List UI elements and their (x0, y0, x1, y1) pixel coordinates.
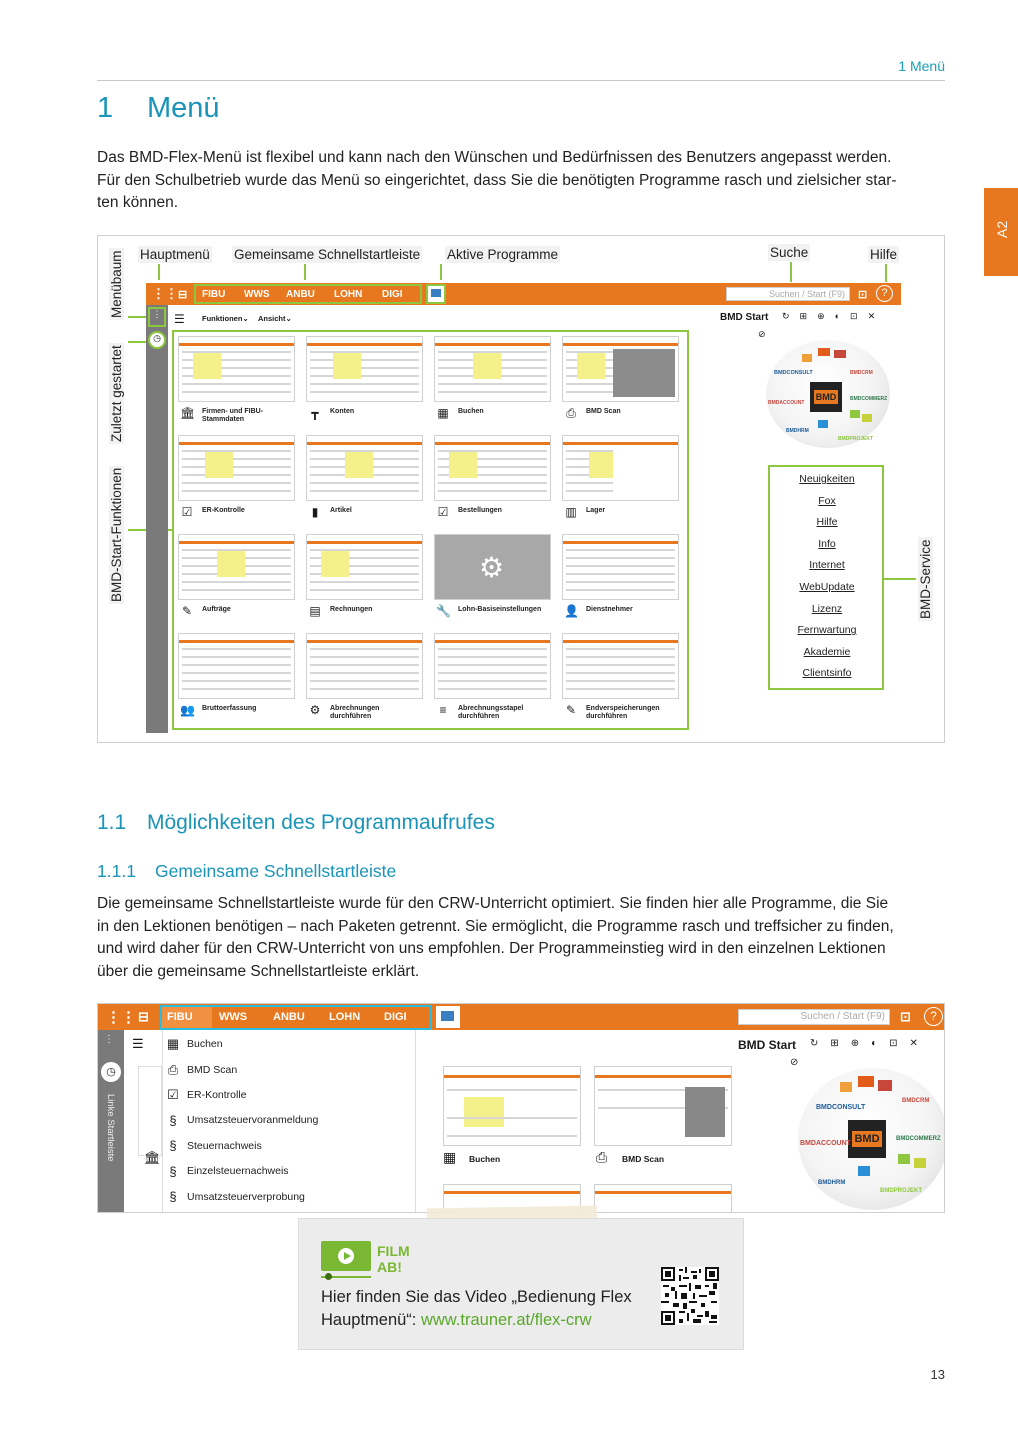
window-icon[interactable]: ⊡ (900, 1009, 911, 1024)
sphere-label-crm: BMDCRM (850, 370, 873, 376)
tab-lohn[interactable]: LOHN (334, 288, 363, 300)
tile-label[interactable]: Bruttoerfassung (202, 705, 257, 712)
tile-label[interactable]: Bestellungen (458, 507, 502, 514)
film-text (321, 1286, 651, 1332)
sphere-tile (802, 354, 812, 362)
expand-icon[interactable]: ⊘ (758, 329, 766, 339)
shelf-icon: ▥ (565, 505, 577, 519)
sphere-label-account: BMDACCOUNT (768, 400, 805, 406)
paragraph-icon: § (169, 1112, 177, 1128)
section-title: Möglichkeiten des Programmaufrufes (147, 811, 495, 834)
help-icon[interactable]: ? (876, 285, 893, 302)
scanner-icon: ⎙ (566, 406, 576, 420)
body-line: und wird daher für den CRW-Unterricht von uns empfohlen. Der Programmeinstieg wird in den einzelnen Lektionen (97, 940, 886, 957)
running-header: 1 Menü (97, 58, 945, 81)
callout-arrow (884, 578, 916, 580)
service-link[interactable]: Info (818, 537, 836, 550)
tile-label[interactable]: Endverspeicherungen durchführen (586, 705, 660, 720)
dropdown-item-label: Buchen (187, 1038, 223, 1050)
film-progress-dot (325, 1273, 332, 1280)
tile-label: Buchen (469, 1154, 501, 1164)
bmd-start-window-controls[interactable]: ↻⊞⊕◐⊡✕ (810, 1038, 930, 1049)
program-thumbnail[interactable] (178, 336, 295, 402)
film-link[interactable]: www.trauner.at/flex-crw (420, 1311, 592, 1329)
tile-label[interactable]: Konten (330, 408, 355, 415)
tab-fibu[interactable]: FIBU (202, 288, 226, 300)
callout-zuletzt: Zuletzt gestartet (109, 345, 124, 442)
dropdown-item[interactable] (163, 1113, 318, 1128)
employee-icon: 👤 (564, 604, 579, 618)
sphere-tile (898, 1154, 910, 1164)
chapter-side-tab (984, 188, 1018, 276)
sphere-label-hrm: BMDHRM (786, 428, 809, 434)
save-icon: ✎ (565, 703, 577, 717)
callout-hilfe: Hilfe (870, 247, 898, 262)
callout-bmd-service: BMD-Service (918, 539, 933, 619)
sphere-label-commerz: BMDCOMMERZ (896, 1136, 941, 1142)
play-icon[interactable] (321, 1241, 371, 1271)
recent-clock-icon[interactable]: ◷ (148, 331, 166, 349)
program-thumbnail[interactable] (434, 336, 551, 402)
search-input[interactable]: Suchen / Start (F9) (738, 1009, 890, 1025)
menu-tree-button[interactable]: ⋮ (148, 307, 166, 327)
bmd-sphere-graphic (798, 1068, 945, 1210)
program-thumbnail[interactable] (434, 633, 551, 699)
tab-anbu[interactable]: ANBU (273, 1011, 305, 1023)
tile-label[interactable]: Aufträge (202, 606, 231, 613)
callout-suche: Suche (770, 245, 809, 260)
film-heading-line: AB! (377, 1259, 402, 1275)
left-start-bar (98, 1030, 124, 1213)
tile-label[interactable]: Lager (586, 507, 606, 514)
callout-menuebaum: Menübaum (109, 250, 124, 318)
sphere-label-consult: BMDCONSULT (816, 1104, 866, 1111)
callout-line (885, 264, 887, 282)
paragraph-icon: § (169, 1189, 177, 1204)
dropdown-item-label: Umsatzsteuervoranmeldung (187, 1114, 319, 1126)
booking-icon: ▦ (437, 406, 449, 420)
bmd-logo (810, 382, 842, 412)
film-heading (377, 1243, 410, 1275)
sphere-label-hrm: BMDHRM (818, 1180, 846, 1186)
bin-icon: ▮ (311, 505, 319, 519)
settings-gear-icon: ⚙ (479, 552, 505, 583)
program-thumbnail[interactable] (434, 435, 551, 501)
callout-line (790, 262, 792, 282)
sphere-tile (878, 1080, 892, 1091)
scanner-icon: ⎙ (596, 1149, 608, 1165)
tile-label[interactable]: BMD Scan (586, 408, 621, 415)
service-link[interactable]: WebUpdate (799, 581, 855, 593)
program-thumbnail[interactable] (562, 534, 679, 600)
search-input[interactable]: Suchen / Start (F9) (726, 287, 850, 301)
schnellstart-paragraph (97, 893, 957, 983)
hamburger-icon[interactable]: ☰ (174, 312, 185, 326)
dropdown-item-label: BMD Scan (187, 1063, 238, 1076)
tab-anbu[interactable]: ANBU (286, 288, 315, 300)
body-line: in den Lektionen benötigen – nach Paketen getrennt. Sie ermöglicht, die Programme rasch und treffsicher zu finden, (97, 917, 894, 935)
service-link[interactable]: Internet (809, 559, 845, 572)
paragraph-icon: § (169, 1163, 177, 1179)
tile-label[interactable]: Firmen- und FIBU-Stammdaten (202, 408, 264, 423)
invoice-icon: ▤ (309, 604, 321, 618)
section-heading-1-1 (97, 811, 495, 835)
service-link[interactable]: Fox (818, 494, 836, 507)
active-program-icon[interactable] (436, 1006, 460, 1028)
qr-code-icon (661, 1267, 719, 1325)
clipboard-icon: ☑ (437, 505, 449, 519)
service-link[interactable]: Akademie (803, 645, 851, 658)
film-text-line (321, 1309, 651, 1332)
t-account-icon: ┳ (311, 406, 319, 420)
sphere-tile (858, 1076, 874, 1087)
callout-line (304, 264, 306, 280)
sphere-label-crm: BMDCRM (902, 1098, 930, 1104)
stack-icon: ≡ (439, 703, 447, 717)
service-link[interactable]: Fernwartung (797, 624, 857, 637)
tab-wws[interactable]: WWS (244, 288, 270, 300)
program-thumbnail[interactable] (178, 633, 295, 699)
recent-clock-icon[interactable]: ◷ (101, 1062, 121, 1082)
program-thumbnail[interactable] (306, 534, 423, 600)
bmd-logo-text: BMD (815, 392, 837, 402)
chapter-title-text: Menü (147, 92, 220, 124)
bmd-start-window-controls[interactable]: ↻⊞⊕◐⊡✕ (782, 311, 886, 321)
expand-icon[interactable]: ⊘ (790, 1057, 799, 1068)
dropdown-item[interactable] (163, 1062, 237, 1078)
building-icon: 🏛 (144, 1150, 161, 1165)
program-thumbnail[interactable] (434, 534, 551, 600)
left-startleiste-label: Linke Startleiste (105, 1094, 116, 1162)
menu-tree-button[interactable]: ⋮ (104, 1034, 114, 1045)
intro-line: ten können. (97, 194, 179, 211)
window-icon[interactable]: ⊡ (858, 288, 868, 301)
bmd-start-title: BMD Start (738, 1038, 797, 1052)
bmd-sphere-graphic (766, 340, 890, 448)
check-icon: ☑ (167, 1087, 179, 1102)
figure-bmd-menu (97, 235, 945, 743)
program-thumbnail[interactable] (306, 435, 423, 501)
chapter-number: 1 (97, 92, 114, 124)
program-thumbnail[interactable] (562, 633, 679, 699)
sphere-tile (850, 410, 860, 418)
hamburger-icon[interactable]: ☰ (132, 1036, 144, 1051)
body-line: Die gemeinsame Schnellstartleiste wurde für den CRW-Unterricht optimiert. Sie finden hier alle Programme, die Sie (97, 895, 889, 912)
service-link[interactable]: Hilfe (816, 516, 838, 529)
paragraph-icon: § (169, 1138, 177, 1153)
tile-label[interactable]: Abrechnungsstapel durchführen (458, 705, 524, 720)
bmd-logo-text: BMD (852, 1131, 882, 1147)
sphere-tile (818, 420, 828, 428)
tab-digi[interactable]: DIGI (384, 1011, 407, 1023)
dropdown-item[interactable] (163, 1087, 247, 1103)
sphere-tile (818, 348, 830, 356)
section-number: 1.1.1 (97, 861, 136, 881)
bmd-start-title: BMD Start (720, 312, 769, 323)
section-number: 1.1 (97, 811, 127, 834)
figure-schnellstartleiste (97, 1003, 945, 1213)
program-thumbnail[interactable] (594, 1184, 732, 1213)
payroll-icon: ⚙ (309, 703, 321, 717)
ansicht-menu[interactable]: Ansicht⌄ (258, 314, 292, 323)
program-thumbnail[interactable] (178, 534, 295, 600)
dropdown-item-label: ER-Kontrolle (187, 1089, 247, 1101)
sphere-tile (840, 1082, 852, 1092)
apps-grid-icon[interactable]: ⋮⋮ (152, 286, 178, 301)
program-thumbnail[interactable] (562, 336, 679, 402)
film-heading-line: FILM (377, 1243, 410, 1259)
dropdown-item-label: Einzelsteuernachweis (187, 1165, 289, 1177)
people-icon: 👥 (180, 703, 195, 717)
wrench-icon: 🔧 (436, 604, 451, 618)
bmd-service-box (768, 465, 884, 690)
help-icon[interactable]: ? (924, 1007, 943, 1026)
sphere-label-account: BMDACCOUNT (800, 1140, 851, 1147)
funktionen-label: Funktionen (202, 314, 243, 323)
callout-schnellstart: Gemeinsame Schnellstartleiste (234, 247, 421, 262)
service-link[interactable]: Neuigkeiten (799, 473, 855, 485)
tile-label[interactable]: Rechnungen (330, 606, 373, 613)
sphere-label-commerz: BMDCOMMERZ (850, 396, 888, 402)
program-thumbnail[interactable] (306, 336, 423, 402)
dropdown-item[interactable] (163, 1189, 305, 1204)
active-program-icon[interactable] (426, 284, 446, 304)
tab-lohn[interactable]: LOHN (329, 1011, 361, 1023)
menu-tree-icon[interactable]: ⊟ (178, 288, 188, 301)
dropdown-item[interactable] (163, 1164, 289, 1179)
sphere-label-consult: BMDCONSULT (774, 370, 813, 376)
booking-icon: ▦ (443, 1149, 457, 1165)
tile-label[interactable]: Artikel (330, 507, 352, 514)
callout-line (440, 264, 442, 280)
scanner-icon: ⎙ (167, 1061, 179, 1077)
section-title: Gemeinsame Schnellstartleiste (155, 861, 397, 881)
intro-line: Das BMD-Flex-Menü ist flexibel und kann nach den Wünschen und Bedürfnissen des Benutzers angepasst werden. (97, 149, 892, 166)
program-thumbnail[interactable] (594, 1066, 732, 1146)
tab-fibu[interactable]: FIBU (167, 1011, 193, 1023)
building-icon: 🏛 (180, 406, 196, 420)
order-icon: ✎ (181, 604, 193, 618)
body-line: über die gemeinsame Schnellstartleiste erklärt. (97, 962, 420, 980)
sphere-tile (862, 414, 872, 422)
apps-grid-icon[interactable]: ⋮⋮ (106, 1009, 136, 1026)
film-text-line: Hier finden Sie das Video „Bedienung Flex (321, 1288, 632, 1306)
dropdown-item-label: Steuernachweis (187, 1139, 262, 1152)
sphere-label-projekt: BMDPROJEKT (838, 436, 874, 442)
sphere-tile (914, 1158, 926, 1168)
intro-line: Für den Schulbetrieb wurde das Menü so eingerichtet, dass Sie die benötigten Programme rasch und zielsicher star- (97, 171, 897, 189)
service-link[interactable]: Lizenz (811, 602, 843, 615)
side-tab-label: A2 (994, 220, 1010, 238)
left-start-bar (146, 305, 168, 733)
top-menu-bar (98, 1004, 945, 1030)
film-text-part: Hauptmenü“: (321, 1311, 421, 1329)
dropdown-item[interactable] (163, 1138, 262, 1153)
thumb-strip (138, 1066, 162, 1156)
callout-arrow (128, 316, 146, 318)
program-thumbnail[interactable] (443, 1066, 581, 1146)
funktionen-menu[interactable]: Funktionen⌄ (202, 314, 249, 323)
callout-line (158, 264, 160, 280)
dropdown-item-label: Umsatzsteuerverprobung (187, 1190, 305, 1203)
dropdown-item[interactable] (163, 1036, 223, 1052)
menu-tree-icon[interactable]: ⊟ (138, 1009, 149, 1024)
tile-label[interactable]: Abrechnungen durchführen (330, 705, 380, 720)
fibu-dropdown (162, 1030, 416, 1213)
page-number: 13 (930, 1367, 945, 1382)
program-thumbnail[interactable] (306, 633, 423, 699)
tile-label[interactable]: ER-Kontrolle (202, 507, 245, 514)
program-thumbnail[interactable] (178, 435, 295, 501)
callout-bmd-start-funktionen: BMD-Start-Funktionen (109, 467, 124, 602)
tile-label[interactable]: Lohn-Basiseinstellungen (458, 606, 542, 613)
section-heading-1-1-1 (97, 861, 396, 882)
tile-label[interactable]: Buchen (458, 408, 484, 415)
callout-hauptmenue: Hauptmenü (140, 247, 210, 262)
booking-icon: ▦ (166, 1036, 180, 1051)
service-link[interactable]: Clientsinfo (802, 667, 852, 680)
tile-label: BMD Scan (622, 1154, 665, 1164)
chapter-title (97, 92, 220, 125)
check-icon: ☑ (181, 505, 193, 519)
callout-aktive-programme: Aktive Programme (447, 247, 559, 262)
sphere-tile (858, 1166, 870, 1176)
sphere-tile (834, 350, 846, 358)
bmd-logo (848, 1120, 886, 1158)
tab-wws[interactable]: WWS (219, 1011, 248, 1023)
callout-arrow (128, 341, 146, 343)
film-box (298, 1218, 744, 1350)
tab-digi[interactable]: DIGI (382, 288, 403, 300)
intro-paragraph (97, 147, 957, 215)
bmd-start-functions-box (172, 330, 689, 730)
ansicht-label: Ansicht (258, 314, 286, 323)
tile-label[interactable]: Dienstnehmer (586, 606, 633, 613)
top-menu-bar (146, 283, 901, 305)
program-thumbnail[interactable] (562, 435, 679, 501)
sphere-label-projekt: BMDPROJEKT (880, 1188, 923, 1194)
